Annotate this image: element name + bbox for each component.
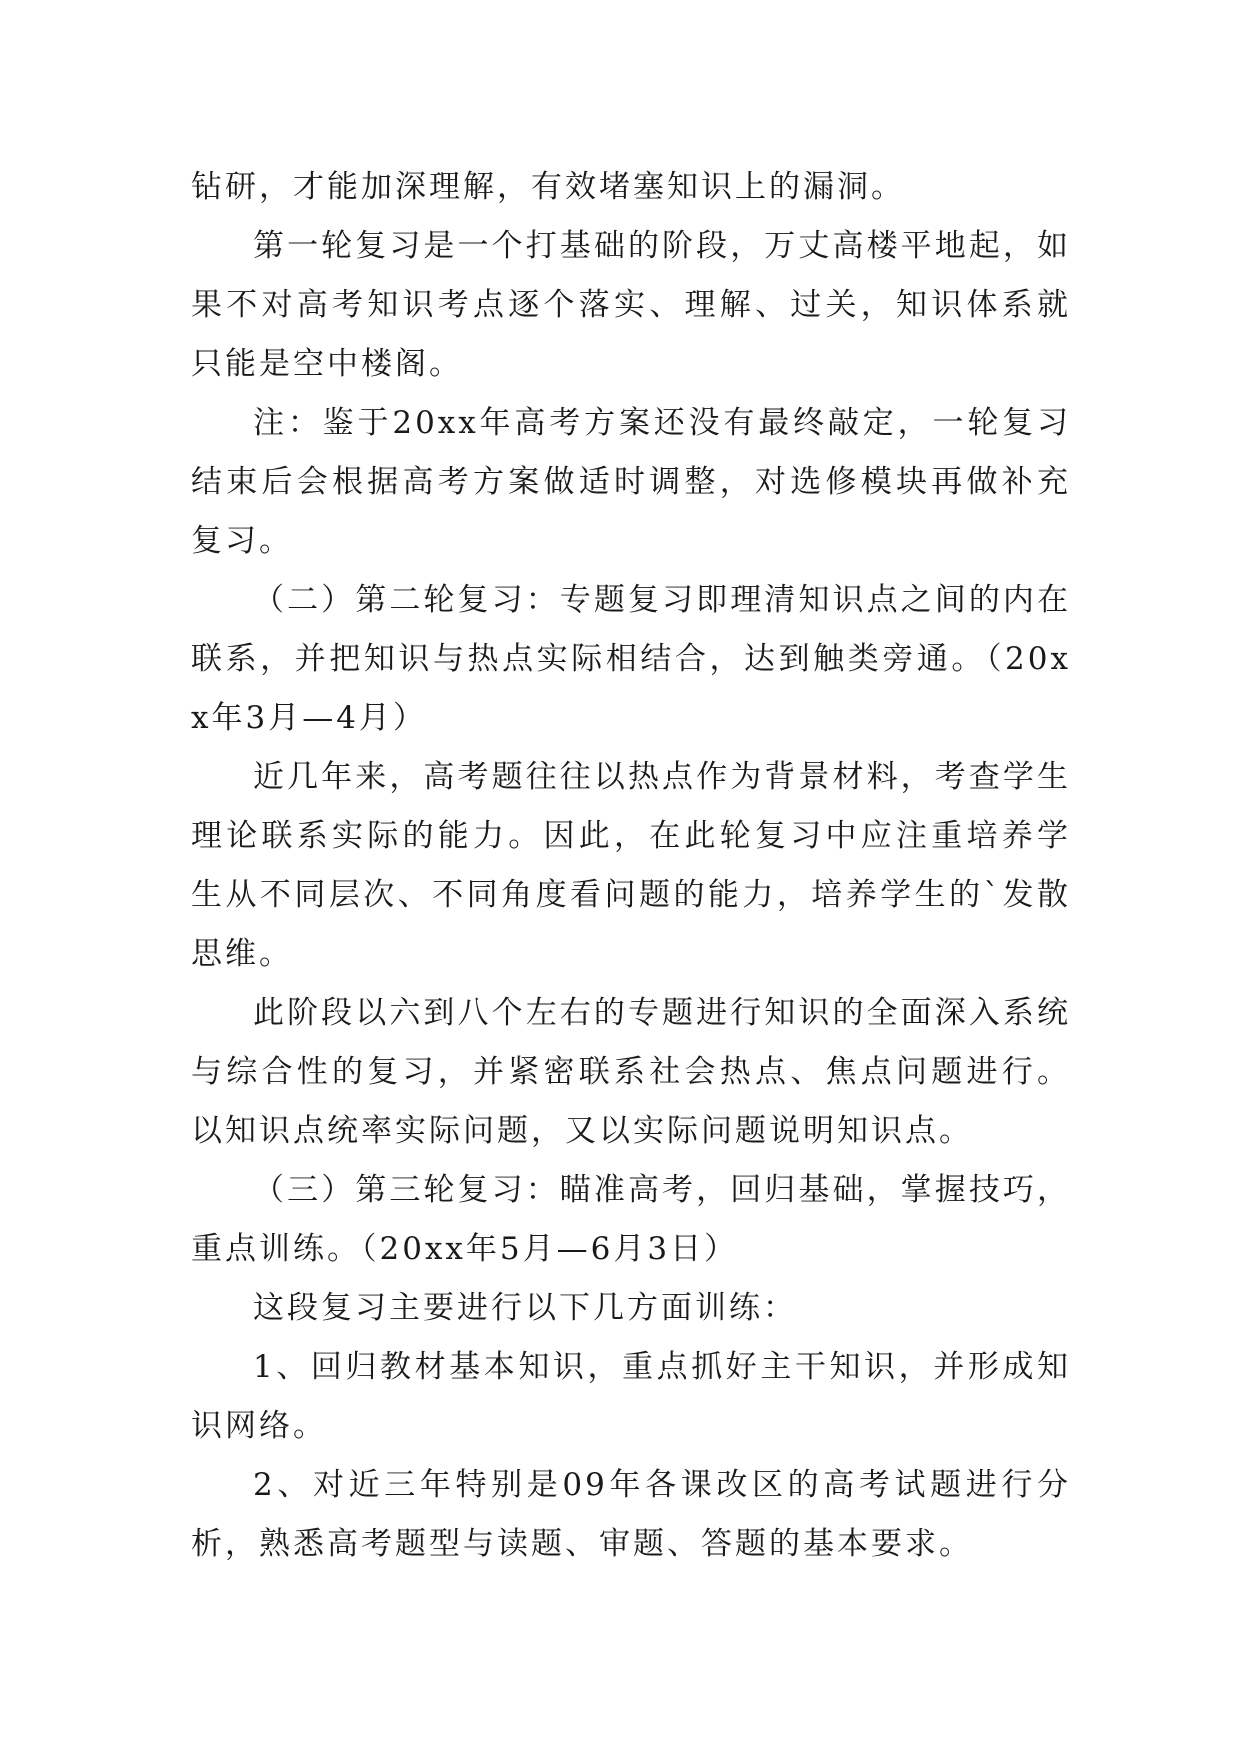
paragraph: 第一轮复习是一个打基础的阶段，万丈高楼平地起，如果不对高考知识考点逐个落实、理解、过关，知识体系就只能是空中楼阁。 — [191, 228, 1071, 382]
paragraph: 这段复习主要进行以下几方面训练： — [253, 1290, 797, 1326]
document-body — [191, 158, 1071, 1574]
paragraph: （二）第二轮复习：专题复习即理清知识点之间的内在联系，并把知识与热点实际相结合，达到触类旁通。（20xx年3月—4月） — [191, 582, 1071, 736]
paragraph: 1、回归教材基本知识，重点抓好主干知识，并形成知识网络。 — [191, 1349, 1071, 1444]
paragraph: 钻研，才能加深理解，有效堵塞知识上的漏洞。 — [191, 169, 905, 205]
paragraph: 2、对近三年特别是09年各课改区的高考试题进行分析，熟悉高考题型与读题、审题、答题的基本要求。 — [191, 1467, 1071, 1562]
paragraph: 此阶段以六到八个左右的专题进行知识的全面深入系统与综合性的复习，并紧密联系社会热点、焦点问题进行。以知识点统率实际问题，又以实际问题说明知识点。 — [191, 995, 1071, 1149]
paragraph: （三）第三轮复习：瞄准高考，回归基础，掌握技巧，重点训练。（20xx年5月—6月3日） — [191, 1172, 1071, 1267]
paragraph: 近几年来，高考题往往以热点作为背景材料，考查学生理论联系实际的能力。因此，在此轮复习中应注重培养学生从不同层次、不同角度看问题的能力，培养学生的`发散思维。 — [191, 759, 1071, 972]
paragraph: 注：鉴于20xx年高考方案还没有最终敲定，一轮复习结束后会根据高考方案做适时调整，对选修模块再做补充复习。 — [191, 405, 1071, 559]
